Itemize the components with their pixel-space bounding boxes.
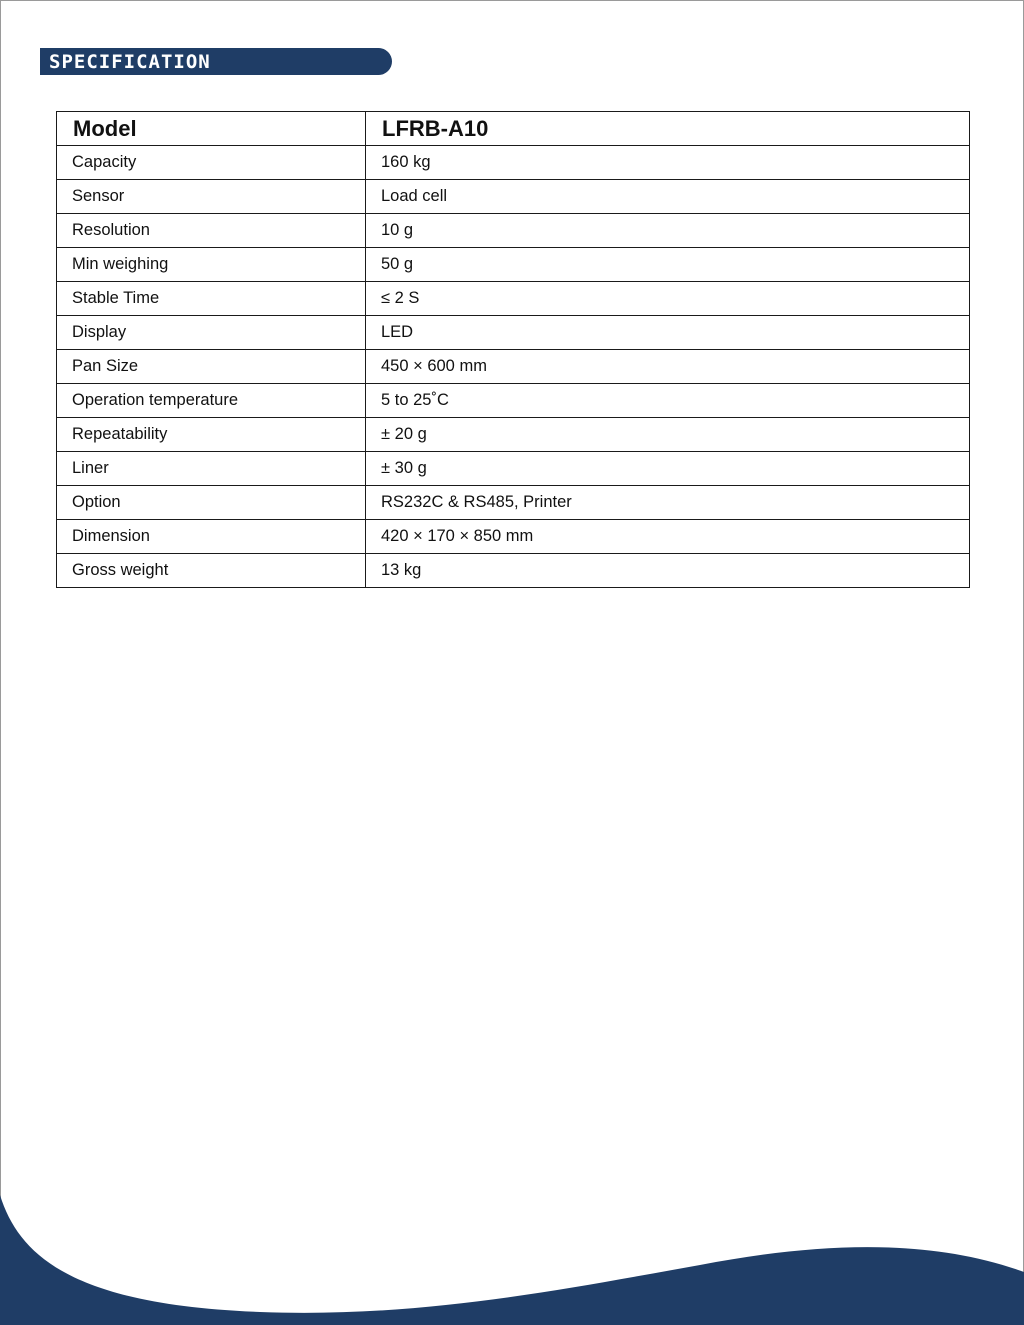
- table-row: [57, 486, 970, 520]
- table-row: [57, 350, 970, 384]
- spec-label: Dimension: [57, 520, 366, 554]
- spec-label: Min weighing: [57, 248, 366, 282]
- spec-table: [56, 111, 970, 588]
- table-row: [57, 554, 970, 588]
- spec-value: 420 × 170 × 850 mm: [366, 520, 970, 554]
- spec-value: ± 30 g: [366, 452, 970, 486]
- spec-value: ≤ 2 S: [366, 282, 970, 316]
- spec-value: 450 × 600 mm: [366, 350, 970, 384]
- spec-value: 50 g: [366, 248, 970, 282]
- table-row: [57, 452, 970, 486]
- spec-header-value: LFRB-A10: [366, 112, 970, 146]
- table-row: [57, 418, 970, 452]
- spec-label: Sensor: [57, 180, 366, 214]
- footer-wave-shape: [0, 1195, 1024, 1325]
- spec-value: 10 g: [366, 214, 970, 248]
- table-row: [57, 180, 970, 214]
- table-row: [57, 214, 970, 248]
- table-row: [57, 146, 970, 180]
- spec-label: Pan Size: [57, 350, 366, 384]
- table-row: [57, 248, 970, 282]
- section-title: SPECIFICATION: [49, 51, 211, 73]
- section-banner: [40, 48, 392, 75]
- spec-value: 160 kg: [366, 146, 970, 180]
- spec-value: Load cell: [366, 180, 970, 214]
- spec-label: Stable Time: [57, 282, 366, 316]
- table-row: [57, 282, 970, 316]
- table-row: [57, 520, 970, 554]
- spec-value: LED: [366, 316, 970, 350]
- spec-label: Option: [57, 486, 366, 520]
- spec-label: Gross weight: [57, 554, 366, 588]
- spec-label: Operation temperature: [57, 384, 366, 418]
- spec-value: 5 to 25˚C: [366, 384, 970, 418]
- spec-value: 13 kg: [366, 554, 970, 588]
- spec-label: Liner: [57, 452, 366, 486]
- table-row: [57, 316, 970, 350]
- spec-value: RS232C & RS485, Printer: [366, 486, 970, 520]
- spec-header-label: Model: [57, 112, 366, 146]
- spec-header-row: [57, 112, 970, 146]
- table-row: [57, 384, 970, 418]
- spec-label: Display: [57, 316, 366, 350]
- spec-value: ± 20 g: [366, 418, 970, 452]
- spec-label: Resolution: [57, 214, 366, 248]
- spec-label: Repeatability: [57, 418, 366, 452]
- spec-label: Capacity: [57, 146, 366, 180]
- footer-wave: [0, 1180, 1024, 1325]
